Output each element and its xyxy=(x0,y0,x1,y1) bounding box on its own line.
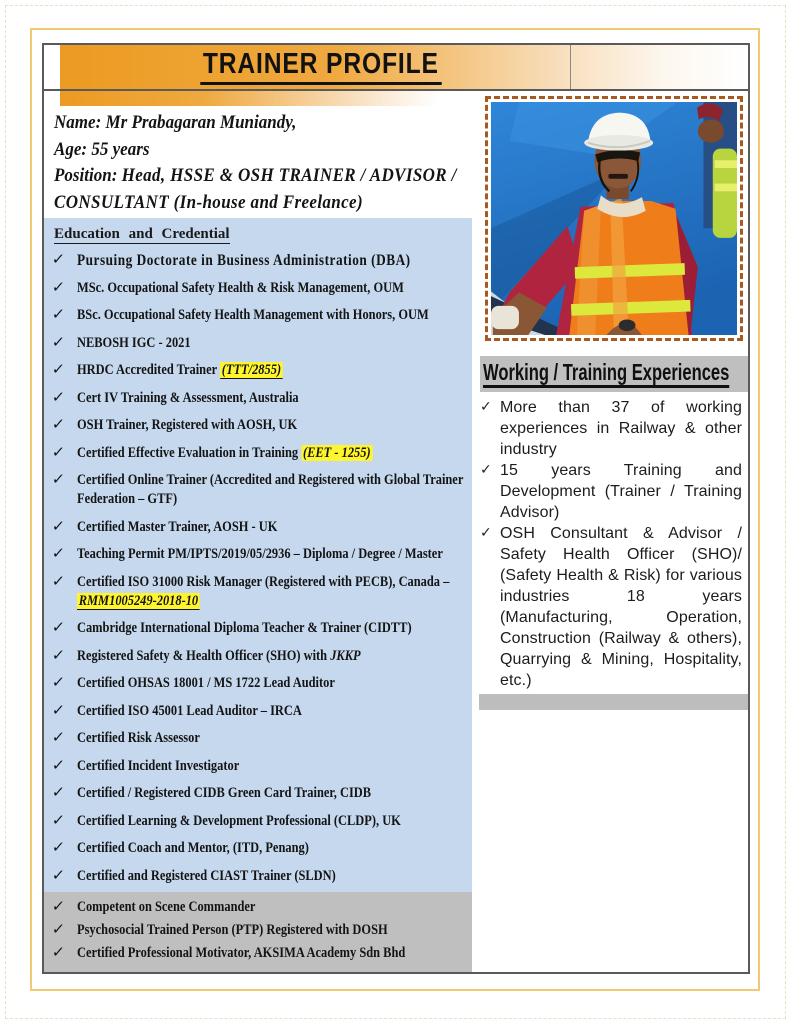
position-label: Position: xyxy=(54,166,118,186)
list-item xyxy=(52,839,472,858)
list-item-text: 15 years Training and Development (Trainer / Training Advisor) xyxy=(500,462,742,521)
list-item xyxy=(52,812,472,831)
list-item-text: Certified Online Trainer (Accredited and Registered with Global Trainer Federation – GTF) xyxy=(77,472,464,508)
check-icon: ✓ xyxy=(51,783,66,802)
name-block xyxy=(44,91,472,218)
experiences-list xyxy=(480,397,742,691)
list-item xyxy=(480,523,742,691)
list-item xyxy=(52,784,472,803)
list-item xyxy=(480,397,742,460)
position-row xyxy=(54,163,470,190)
list-item-text: Cambridge International Diploma Teacher & Trainer (CIDTT) xyxy=(77,620,412,637)
check-icon: ✓ xyxy=(51,700,66,719)
list-item-text: OSH Trainer, Registered with AOSH, UK xyxy=(77,417,298,434)
list-item xyxy=(52,729,472,748)
check-icon: ✓ xyxy=(51,415,66,434)
gray-divider-bar xyxy=(479,694,748,710)
check-icon: ✓ xyxy=(480,462,492,478)
check-icon: ✓ xyxy=(51,618,66,637)
check-icon: ✓ xyxy=(51,277,66,296)
list-item-text: Certified Effective Evaluation in Training (EET - 1255) xyxy=(77,444,371,461)
age-row xyxy=(54,137,470,164)
position-row-2 xyxy=(54,190,470,217)
list-item-text: Certified Incident Investigator xyxy=(77,757,240,774)
list-item-text: BSc. Occupational Safety Health Management with Honors, OUM xyxy=(77,307,429,324)
position-value-line2: CONSULTANT (In-house and Freelance) xyxy=(54,192,364,213)
list-item-text: NEBOSH IGC - 2021 xyxy=(77,334,191,351)
experiences-heading: Working / Training Experiences xyxy=(483,360,729,388)
list-item-text: HRDC Accredited Trainer (TTT/2855) xyxy=(77,362,282,379)
extra-credentials-list xyxy=(52,898,472,963)
check-icon: ✓ xyxy=(51,673,66,692)
trainer-photo-illustration xyxy=(491,102,737,335)
name-value: Mr Prabagaran Muniandy, xyxy=(105,113,297,133)
list-item xyxy=(480,460,742,523)
check-icon: ✓ xyxy=(51,332,66,351)
list-item-text: Cert IV Training & Assessment, Australia xyxy=(77,389,299,406)
body-row xyxy=(44,91,748,972)
check-icon: ✓ xyxy=(51,897,66,915)
name-orange-strip xyxy=(60,91,472,106)
list-item-text: Certified Risk Assessor xyxy=(77,730,200,747)
check-icon: ✓ xyxy=(480,525,492,541)
list-item xyxy=(52,361,472,380)
check-icon: ✓ xyxy=(51,865,66,884)
check-icon: ✓ xyxy=(51,920,66,938)
list-item-text: Certified ISO 31000 Risk Manager (Registered with PECB), Canada – RMM1005249-2018-10 xyxy=(77,573,450,609)
name-lines xyxy=(44,106,472,216)
list-item xyxy=(52,619,472,638)
check-icon: ✓ xyxy=(51,571,66,590)
list-item xyxy=(52,389,472,408)
list-item xyxy=(52,251,472,270)
check-icon: ✓ xyxy=(51,387,66,406)
left-column xyxy=(44,91,472,972)
list-item-text: Certified ISO 45001 Lead Auditor – IRCA xyxy=(77,702,302,719)
right-column xyxy=(472,91,748,972)
experiences-heading-box xyxy=(480,356,748,392)
name-row xyxy=(54,110,470,137)
check-icon: ✓ xyxy=(51,470,66,489)
name-label: Name: xyxy=(54,113,102,133)
list-item xyxy=(52,944,472,963)
list-item-text: Certified Master Trainer, AOSH - UK xyxy=(77,518,278,535)
list-item xyxy=(52,334,472,353)
list-item xyxy=(52,444,472,463)
list-item xyxy=(52,545,472,564)
age-label: Age: xyxy=(54,139,88,160)
check-icon: ✓ xyxy=(51,943,66,961)
education-panel xyxy=(44,218,472,892)
list-item-text: OSH Consultant & Advisor / Safety Health Officer (SHO)/ (Safety Health & Risk) for various industries 18 years (Manufacturing, Operation, Construction (Railway & others), Quarrying & Mining, Hospitality, etc.) xyxy=(500,525,742,689)
list-item-text: Registered Safety & Health Officer (SHO) with JKKP xyxy=(77,647,361,664)
list-item xyxy=(52,306,472,325)
age-value: 55 years xyxy=(91,139,150,160)
list-item-text: Teaching Permit PM/IPTS/2019/05/2936 – Diploma / Degree / Master xyxy=(77,546,443,563)
list-item xyxy=(52,518,472,537)
profile-table xyxy=(42,43,750,974)
list-item-text: Certified OHSAS 18001 / MS 1722 Lead Auditor xyxy=(77,675,335,692)
list-item-text: Competent on Scene Commander xyxy=(77,899,256,915)
list-item xyxy=(52,898,472,917)
list-item xyxy=(52,647,472,666)
list-item-text: Certified / Registered CIDB Green Card Trainer, CIDB xyxy=(77,785,372,802)
page-title: TRAINER PROFILE xyxy=(200,49,441,85)
extra-credentials-panel xyxy=(44,892,472,972)
check-icon: ✓ xyxy=(51,360,66,379)
education-list xyxy=(52,251,472,886)
header-row xyxy=(44,45,748,91)
list-item-text: Pursuing Doctorate in Business Administration (DBA) xyxy=(77,252,411,270)
list-item-text: Certified and Registered CIAST Trainer (SLDN) xyxy=(77,867,336,884)
position-value-line1: Head, HSSE & OSH TRAINER / ADVISOR / xyxy=(121,166,457,186)
education-heading: Education and Credential xyxy=(54,226,230,244)
list-item xyxy=(52,279,472,298)
list-item xyxy=(52,471,472,509)
list-item-text: More than 37 of working experiences in Railway & other industry xyxy=(500,399,742,458)
list-item xyxy=(52,573,472,611)
list-item xyxy=(52,702,472,721)
list-item xyxy=(52,757,472,776)
check-icon: ✓ xyxy=(480,399,492,415)
check-icon: ✓ xyxy=(51,838,66,857)
list-item-text: Psychosocial Trained Person (PTP) Registered with DOSH xyxy=(77,922,388,938)
check-icon: ✓ xyxy=(51,516,66,535)
check-icon: ✓ xyxy=(51,645,66,664)
title-wrap xyxy=(44,45,598,89)
list-item xyxy=(52,674,472,693)
list-item-text: Certified Learning & Development Professional (CLDP), UK xyxy=(77,812,401,829)
check-icon: ✓ xyxy=(51,544,66,563)
check-icon: ✓ xyxy=(51,442,66,461)
check-icon: ✓ xyxy=(51,810,66,829)
check-icon: ✓ xyxy=(51,305,66,324)
trainer-photo-frame xyxy=(485,96,743,341)
list-item-text: MSc. Occupational Safety Health & Risk Management, OUM xyxy=(77,279,404,296)
check-icon: ✓ xyxy=(51,755,66,774)
list-item xyxy=(52,921,472,940)
list-item xyxy=(52,867,472,886)
list-item-text: Certified Coach and Mentor, (ITD, Penang) xyxy=(77,840,309,857)
check-icon: ✓ xyxy=(51,250,66,269)
check-icon: ✓ xyxy=(51,728,66,747)
list-item-text: Certified Professional Motivator, AKSIMA Academy Sdn Bhd xyxy=(77,945,406,961)
list-item xyxy=(52,416,472,435)
